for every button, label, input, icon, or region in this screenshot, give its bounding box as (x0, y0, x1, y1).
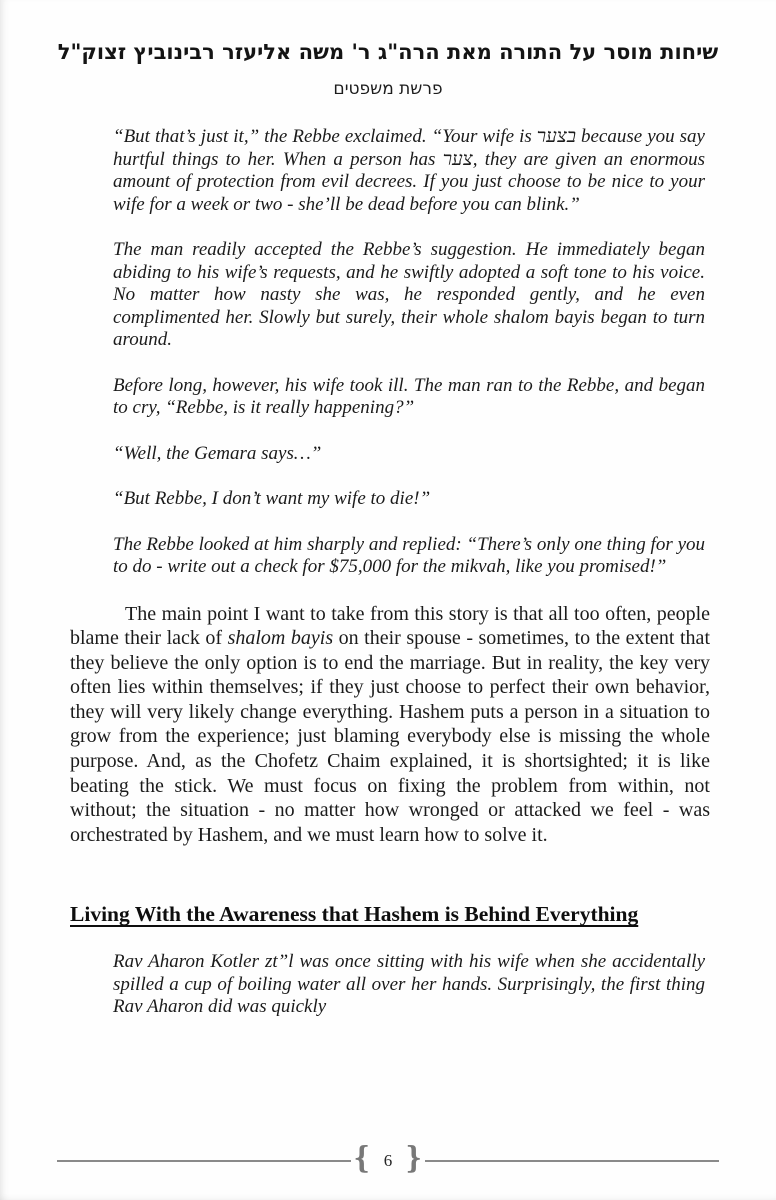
story-paragraph: The man readily accepted the Rebbe’s suggestion. He immediately began abiding to his wife’s requests, and he swiftly adopted a soft tone to his voice. No matter how nasty she was, he responded gently, and he even complimented her. Slowly but surely, their whole shalom bayis began to turn around. (113, 239, 705, 350)
parsha-subtitle: פרשת משפטים (333, 79, 443, 99)
story-paragraph: The Rebbe looked at him sharply and replied: “There’s only one thing for you to do - write out a check for $75,000 for the mikvah, like you promised!” (113, 533, 705, 577)
story-paragraph: “Well, the Gemara says…” (113, 442, 322, 464)
story-paragraph: “But that’s just it,” the Rebbe exclaimed. “Your wife is בצער because you say hurtful things to her. When a person has צער, they are given an enormous amount of protection from evil decrees. If you just choose to be nice to your wife for a week or two - she’ll be dead before you can blink.” (113, 126, 706, 215)
footer-rule-left (57, 1160, 351, 1162)
section-heading: Living With the Awareness that Hashem is Behind Everything (70, 902, 639, 927)
hebrew-title: שיחות מוסר על התורה מאת הרה"ג ר' משה אליעזר רבינוביץ זצוק"ל (57, 40, 719, 64)
story-quote-section (113, 126, 705, 579)
main-paragraph-text-after: on their spouse - sometimes, to the extent that they believe the only option is to end the marriage. But in reality, the key very often lies within themselves; if they just choose to perfect their own behavior, they will very likely change everything. Hashem puts a person in a situation to grow from the experience; just blaming everybody else is missing the whole purpose. And, as the Chofetz Chaim explained, it is shortsighted; it is like beating the stick. We must focus on fixing the problem from within, not without; the situation - no matter how wronged or attacked we feel - was orchestrated by Hashem, and we must learn how to solve it. (70, 627, 710, 846)
section-quote-block (113, 951, 705, 1019)
main-paragraph-text-before: The main point I want to take from this story is that all too often, people blame their lack of (70, 602, 710, 650)
story-paragraph: “But Rebbe, I don’t want my wife to die!” (113, 488, 431, 509)
page-number-bracket-left: { (353, 1141, 371, 1176)
page-number-bracket-right: } (405, 1141, 423, 1176)
story-paragraph: Before long, however, his wife took ill. The man ran to the Rebbe, and began to cry, “Rebbe, is it really happening?” (113, 374, 705, 418)
footer-rule-right (425, 1160, 719, 1162)
section-quote-paragraph: Rav Aharon Kotler zt”l was once sitting with his wife when she accidentally spilled a cup of boiling water all over her hands. Surprisingly, the first thing Rav Aharon did was quickly (113, 951, 705, 1018)
main-paragraph (70, 602, 710, 848)
page-number: 6 (383, 1151, 393, 1170)
page-footer (0, 1140, 776, 1182)
main-paragraph-italic-term: shalom bayis (227, 627, 334, 650)
